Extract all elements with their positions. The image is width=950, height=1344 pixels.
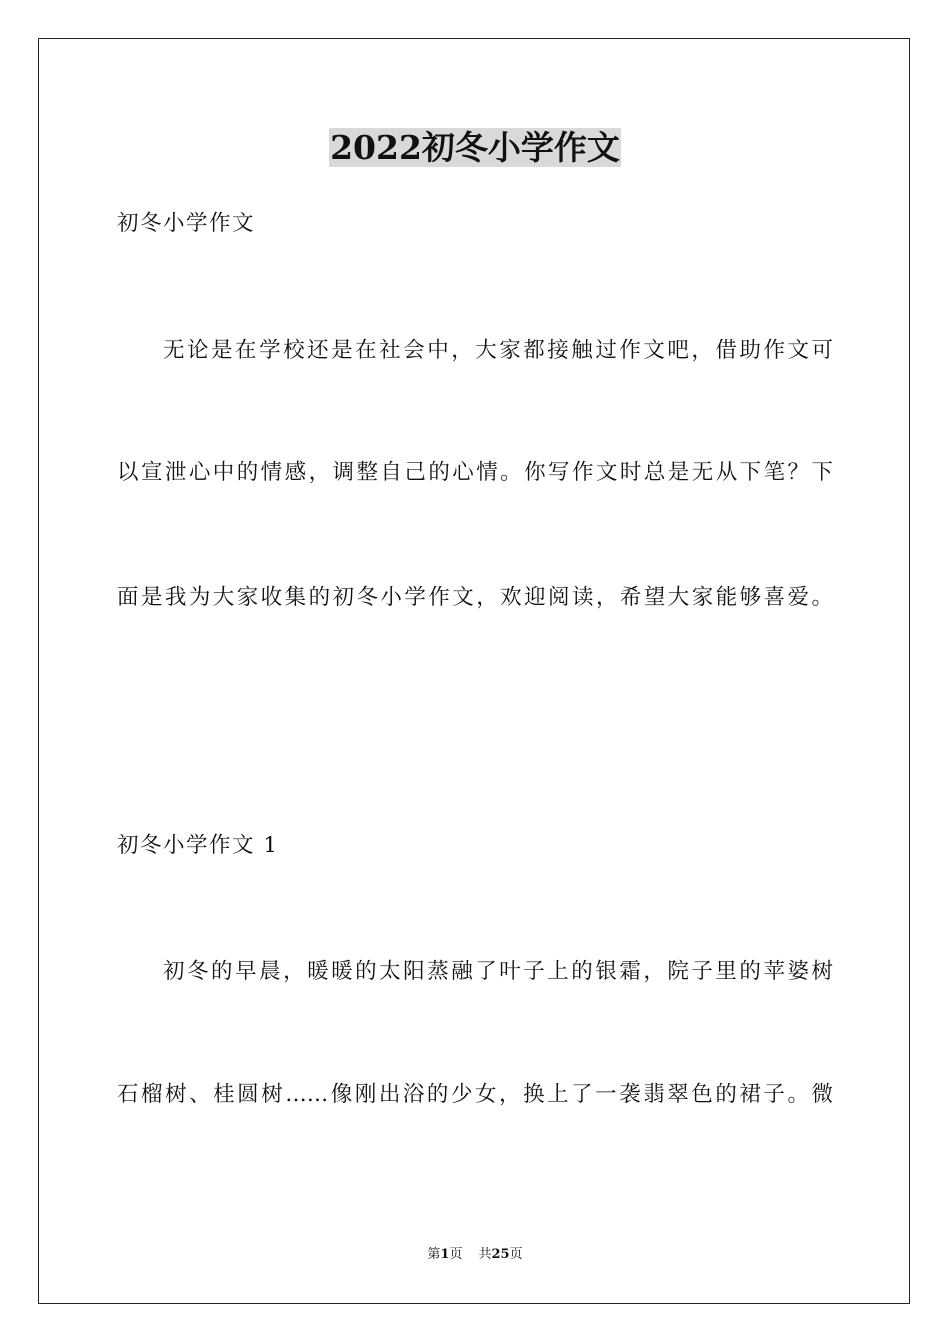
footer-page-prefix: 第	[427, 1247, 441, 1262]
footer-page-suffix: 页	[449, 1247, 463, 1262]
intro-heading: 初冬小学作文	[117, 211, 256, 236]
intro-paragraph-line-3: 面是我为大家收集的初冬小学作文，欢迎阅读，希望大家能够喜爱。	[117, 585, 833, 610]
footer-total-prefix: 共	[478, 1247, 492, 1262]
essay1-paragraph-line-2: 石榴树、桂圆树……像刚出浴的少女，换上了一袭翡翠色的裙子。微	[117, 1082, 833, 1107]
intro-paragraph-line-2: 以宣泄心中的情感，调整自己的心情。你写作文时总是无从下笔？下	[117, 460, 833, 485]
document-title-text: 2022初冬小学作文	[330, 128, 620, 167]
essay1-paragraph-line-1: 初冬的早晨，暖暖的太阳蒸融了叶子上的银霜，院子里的苹婆树	[163, 959, 833, 984]
footer-page-total: 25	[491, 1247, 510, 1262]
page-footer	[0, 1246, 950, 1264]
footer-page-current: 1	[440, 1247, 450, 1262]
footer-total-suffix: 页	[509, 1247, 523, 1262]
essay1-heading: 初冬小学作文 1	[117, 833, 279, 858]
document-title	[0, 126, 950, 170]
intro-paragraph-line-1: 无论是在学校还是在社会中，大家都接触过作文吧，借助作文可	[163, 338, 833, 363]
